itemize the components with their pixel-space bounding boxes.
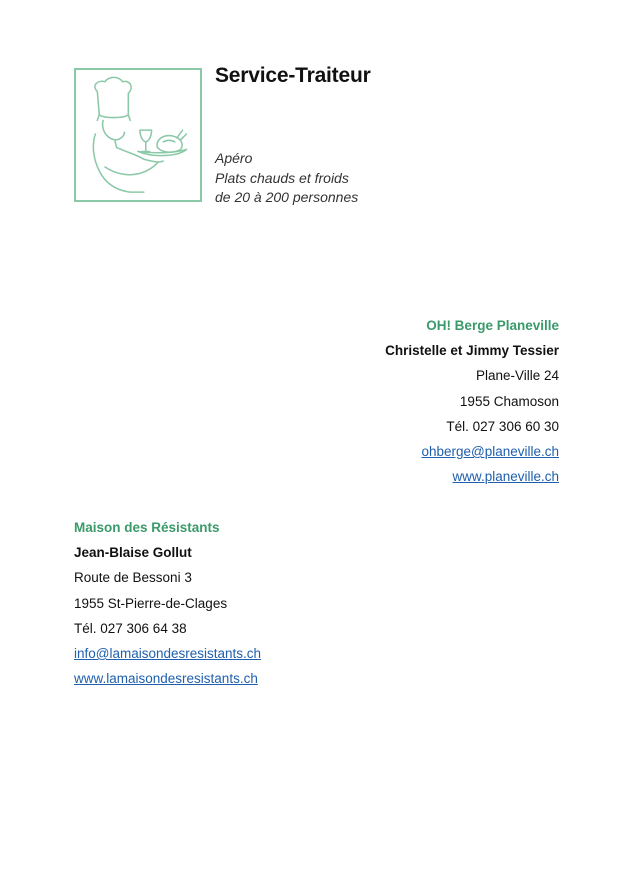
- contact-card-oh-berge: [385, 313, 559, 489]
- logo-chef-icon: [74, 68, 202, 202]
- contact-card-maison-resistants: [74, 515, 261, 691]
- contact-street: Plane-Ville 24: [475, 368, 559, 384]
- contact-city: 1955 Chamoson: [459, 393, 559, 409]
- contact-phone: Tél. 027 306 60 30: [446, 418, 559, 434]
- contact-street: Route de Bessoni 3: [74, 570, 192, 586]
- page-title: Service-Traiteur: [215, 64, 371, 87]
- contact-business-name: OH! Berge Planeville: [426, 318, 559, 333]
- contact-business-name: Maison des Résistants: [74, 520, 220, 535]
- contact-website-link[interactable]: www.lamaisondesresistants.ch: [74, 671, 258, 687]
- contact-email-link[interactable]: info@lamaisondesresistants.ch: [74, 646, 262, 662]
- contact-city: 1955 St-Pierre-de-Clages: [74, 595, 228, 611]
- contact-website-link[interactable]: www.planeville.ch: [452, 469, 559, 485]
- contact-phone: Tél. 027 306 64 38: [74, 620, 187, 636]
- contact-person: Christelle et Jimmy Tessier: [385, 343, 559, 359]
- contact-email-link[interactable]: ohberge@planeville.ch: [421, 444, 559, 460]
- tagline: [215, 149, 358, 208]
- tagline-line: de 20 à 200 personnes: [215, 189, 359, 205]
- tagline-line: Apéro: [215, 150, 253, 166]
- contact-person: Jean-Blaise Gollut: [74, 545, 192, 561]
- tagline-line: Plats chauds et froids: [215, 169, 349, 186]
